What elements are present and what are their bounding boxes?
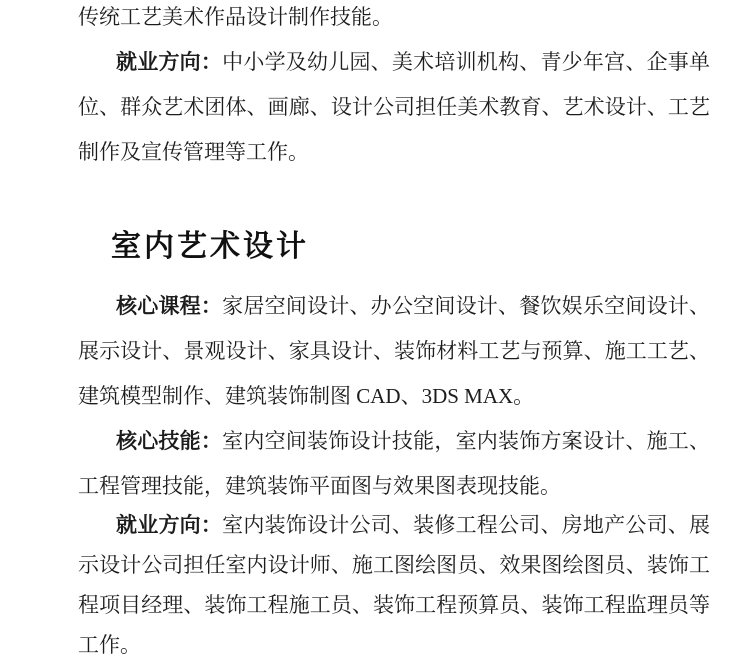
core-courses-label: 核心课程： bbox=[116, 294, 223, 318]
employment-art-text: 中小学及幼儿园、美术培训机构、青少年宫、企事单位、群众艺术团体、画廊、设计公司担任美术教育、艺术设计、工艺制作及宣传管理等工作。 bbox=[78, 50, 711, 164]
paragraph-core-courses bbox=[78, 284, 710, 419]
section-heading-interior-art-design: 室内艺术设计 bbox=[111, 230, 309, 263]
employment-interior-label: 就业方向： bbox=[116, 513, 223, 537]
paragraph-employment-interior bbox=[78, 505, 710, 665]
paragraph-core-skills bbox=[78, 419, 710, 509]
core-skills-label: 核心技能： bbox=[116, 429, 223, 453]
paragraph-employment-art bbox=[78, 40, 710, 175]
employment-interior-text: 室内装饰设计公司、装修工程公司、房地产公司、展示设计公司担任室内设计师、施工图绘图员、效果图绘图员、装饰工程项目经理、装饰工程施工员、装饰工程预算员、装饰工程监理员等工作。 bbox=[78, 513, 711, 657]
employment-art-label: 就业方向： bbox=[116, 50, 223, 74]
core-skills-text: 室内空间装饰设计技能，室内装饰方案设计、施工、工程管理技能，建筑装饰平面图与效果图表现技能。 bbox=[78, 429, 711, 498]
paragraph-intro-fragment: 传统工艺美术作品设计制作技能。 bbox=[78, 5, 393, 29]
core-courses-text: 家居空间设计、办公空间设计、餐饮娱乐空间设计、展示设计、景观设计、家具设计、装饰材料工艺与预算、施工工艺、建筑模型制作、建筑装饰制图 CAD、3DS MAX。 bbox=[78, 294, 711, 408]
